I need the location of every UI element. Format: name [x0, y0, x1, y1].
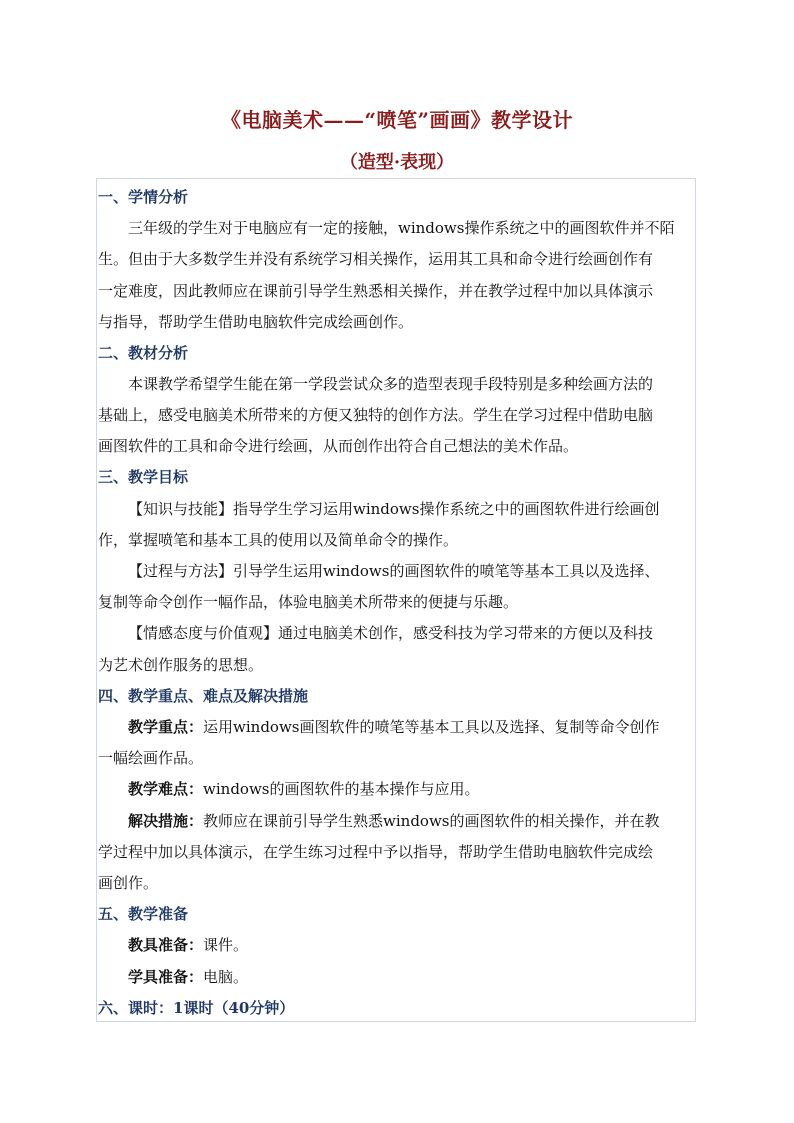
student-prep-text: 电脑。: [203, 968, 249, 986]
paragraph-line: 【过程与方法】引导学生运用windows的画图软件的喷笔等基本工具以及选择、: [128, 562, 660, 580]
focus-text: 运用windows画图软件的喷笔等基本工具以及选择、复制等命令创作: [203, 718, 660, 736]
paragraph-line: 本课教学希望学生能在第一学段尝试众多的造型表现手段特别是多种绘画方法的: [128, 375, 654, 393]
paragraph-line: 一定难度，因此教师应在课前引导学生熟悉相关操作，并在教学过程中加以具体演示: [98, 282, 654, 300]
difficulty-paragraph-line: [98, 778, 694, 800]
paragraph-line: 画创作。: [98, 874, 159, 892]
student-prep-label: 学具准备：: [128, 968, 204, 986]
section-heading-teaching-goals: 三、教学目标: [98, 468, 189, 486]
section-heading-material-analysis: 二、教材分析: [98, 344, 189, 362]
difficulty-text: windows的画图软件的基本操作与应用。: [203, 780, 480, 798]
paragraph-line: 基础上，感受电脑美术所带来的方便又独特的创作方法。学生在学习过程中借助电脑: [98, 406, 654, 424]
paragraph-line: 学过程中加以具体演示，在学生练习过程中予以指导，帮助学生借助电脑软件完成绘: [98, 843, 654, 861]
paragraph-line: 【知识与技能】指导学生学习运用windows操作系统之中的画图软件进行绘画创: [128, 500, 660, 518]
paragraph-line: 与指导，帮助学生借助电脑软件完成绘画创作。: [98, 313, 414, 331]
difficulty-label: 教学难点：: [128, 780, 204, 798]
solution-text: 教师应在课前引导学生熟悉windows的画图软件的相关操作，并在教: [203, 812, 660, 830]
paragraph-line: 画图软件的工具和命令进行绘画，从而创作出符合自己想法的美术作品。: [98, 437, 579, 455]
paragraph-line: 生。但由于大多数学生并没有系统学习相关操作，运用其工具和命令进行绘画创作有: [98, 250, 654, 268]
paragraph-line: 为艺术创作服务的思想。: [98, 656, 264, 674]
teacher-prep-text: 课件。: [203, 936, 249, 954]
document-title: 《电脑美术——“喷笔”画画》教学设计: [220, 108, 573, 132]
solution-paragraph-line: [98, 810, 694, 832]
document-subtitle: （造型·表现）: [339, 152, 455, 173]
section-heading-key-points: 四、教学重点、难点及解决措施: [98, 687, 309, 705]
student-prep-line: [98, 966, 694, 988]
section-heading-preparation: 五、教学准备: [98, 905, 189, 923]
focus-paragraph-line: [98, 716, 694, 738]
paragraph-line: 一幅绘画作品。: [98, 749, 204, 767]
section-heading-student-analysis: 一、学情分析: [98, 188, 189, 206]
solution-label: 解决措施：: [128, 812, 204, 830]
paragraph-line: 复制等命令创作一幅作品，体验电脑美术所带来的便捷与乐趣。: [98, 593, 519, 611]
focus-label: 教学重点：: [128, 718, 204, 736]
teacher-prep-line: [98, 934, 694, 956]
section-heading-class-hours: 六、课时：1课时（40分钟）: [98, 999, 295, 1017]
paragraph-line: 三年级的学生对于电脑应有一定的接触，windows操作系统之中的画图软件并不陌: [128, 219, 675, 237]
paragraph-line: 【情感态度与价值观】通过电脑美术创作，感受科技为学习带来的方便以及科技: [128, 624, 654, 642]
paragraph-line: 作，掌握喷笔和基本工具的使用以及简单命令的操作。: [98, 531, 459, 549]
teacher-prep-label: 教具准备：: [128, 936, 204, 954]
